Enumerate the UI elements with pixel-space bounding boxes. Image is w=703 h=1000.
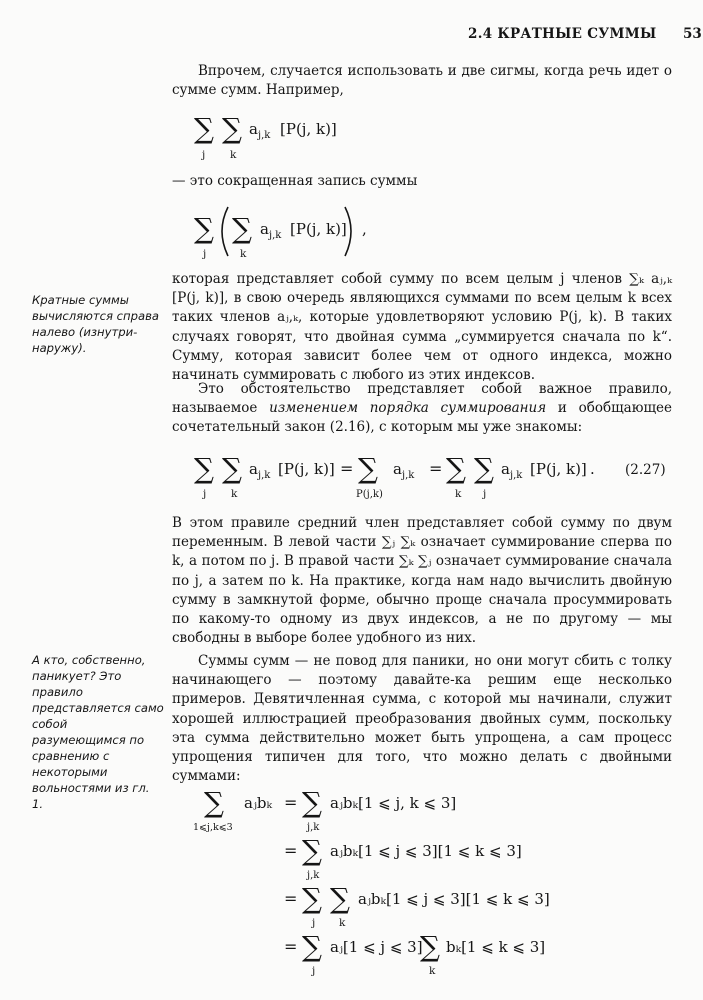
margin-note-1: Кратные суммы вычисляются справа налево (изнутри-наружу). (32, 293, 160, 355)
index-j: j (312, 965, 316, 977)
sigma-j: ∑ (302, 930, 322, 963)
sigma-k: ∑ (330, 882, 350, 915)
left-paren (222, 207, 228, 256)
equation-double-sum (194, 112, 337, 161)
sigma-k: ∑ (420, 930, 440, 963)
sigma-k: ∑ (446, 452, 466, 485)
equation-nested-sum (194, 207, 367, 260)
index-k: k (230, 149, 237, 161)
index-k: k (455, 488, 462, 500)
index-jk: j,k (307, 870, 320, 881)
middle-term-a-subscript: j,k (402, 470, 415, 481)
paragraph-6: Суммы сумм — не повод для паники, но они могут сбить с толку начинающего — поэтому давайте-ка решим еще несколько примеров. Девятичленная сумма, с которой мы начинали, служит хорошей иллюстрацией преобразования двойных сумм, поскольку эта сумма действительно может быть упрощена, а сам процесс упрощения типичен для того, что можно делать с двойными суммами: (172, 653, 672, 785)
paragraph-1: Впрочем, случается использовать и две сигмы, когда речь идет о сумме сумм. Например, (172, 63, 672, 99)
index-k: k (231, 488, 238, 500)
iverson-bracket: [P(j, k)] (278, 460, 335, 478)
term-a: a (249, 460, 258, 478)
lhs-term: aⱼbₖ (244, 794, 272, 812)
index-j: j (203, 248, 207, 260)
sigma-jk: ∑ (302, 834, 322, 867)
sigma-j: ∑ (194, 112, 214, 145)
sigma-k: ∑ (232, 212, 252, 245)
line4-term-b: bₖ[1 ⩽ k ⩽ 3] (446, 938, 546, 956)
index-k: k (339, 917, 346, 929)
index-pjk: P(j,k) (356, 489, 383, 500)
term-a: a (249, 120, 258, 138)
equals-sign: = (429, 459, 443, 478)
index-k: k (240, 248, 247, 260)
term-a: a (260, 220, 269, 238)
sigma-pjk: ∑ (358, 452, 378, 485)
term-a-subscript: j,k (510, 470, 523, 481)
iverson-bracket: [P(j, k)] (290, 220, 347, 238)
emphasis-term: изменением порядка суммирования (269, 400, 547, 417)
sigma-jk: ∑ (302, 786, 322, 819)
line3-term: aⱼbₖ[1 ⩽ j ⩽ 3][1 ⩽ k ⩽ 3] (358, 890, 550, 908)
index-jk: j,k (307, 822, 320, 833)
line2-term: aⱼbₖ[1 ⩽ j ⩽ 3][1 ⩽ k ⩽ 3] (330, 842, 522, 860)
equals-sign: = (284, 793, 298, 812)
equals-sign: = (284, 889, 298, 908)
sigma-j: ∑ (474, 452, 494, 485)
paragraph-3: которая представляет собой сумму по всем целым j членов ∑ₖ aⱼ,ₖ [P(j, k)], в свою очередь являющихся суммами по всем целым k всех таких членов aⱼ,ₖ, которые удовлетворяют условию P(j, k). В таких случаях говорят, что двойная сумма „суммируется сначала по k“. Сумму, которая зависит более чем от одного индекса, можно начинать суммировать с любого из этих индексов. (172, 271, 672, 384)
paragraph-5: В этом правиле средний член представляет собой сумму по двум переменным. В левой части ∑ⱼ ∑ₖ означает суммирование сперва по k, а потом по j. В правой части ∑ₖ ∑ⱼ означает суммирование сначала по j, а затем по k. На практике, когда нам надо вычислить двойную сумму в замкнутой форме, обычно проще сначала просуммировать по какому-то одному из двух индексов, а не по другому — мы свободны в выборе более удобного из них. (172, 515, 672, 647)
index-j: j (483, 488, 487, 500)
margin-note-2: А кто, собственно, паникует? Это правило представляется само собой разумеющимся по сравнению с некоторыми вольностями из гл. 1. (32, 653, 164, 811)
index-j: j (202, 149, 206, 161)
equals-sign: = (284, 841, 298, 860)
equals-sign: = (284, 937, 298, 956)
iverson-bracket: [P(j, k)] (530, 460, 587, 478)
sigma-j: ∑ (194, 452, 214, 485)
line4-term-a: aⱼ[1 ⩽ j ⩽ 3] (330, 938, 423, 956)
index-j: j (312, 917, 316, 929)
index-j: j (203, 488, 207, 500)
term-a-subscript: j,k (269, 230, 282, 241)
line1-term: aⱼbₖ[1 ⩽ j, k ⩽ 3] (330, 794, 457, 812)
paragraph-4: Это обстоятельство представляет собой важное правило, называемое изменением порядка суммирования и обобщающее сочетательный закон (2.16), с которым мы уже знакомы: (172, 381, 672, 436)
equals-sign: = (340, 459, 354, 478)
sigma-j: ∑ (302, 882, 322, 915)
middle-term-a: a (393, 460, 402, 478)
index-k: k (429, 965, 436, 977)
equation-derivation (193, 786, 550, 977)
equation-number: (2.27) (625, 462, 666, 478)
running-header-title: 2.4 КРАТНЫЕ СУММЫ (468, 26, 657, 42)
equation-2-27 (194, 452, 666, 500)
sigma-k: ∑ (222, 112, 242, 145)
sigma-lhs: ∑ (204, 786, 224, 819)
sigma-k: ∑ (222, 452, 242, 485)
index-lhs: 1⩽j,k⩽3 (193, 822, 233, 833)
period: . (590, 460, 595, 478)
iverson-bracket: [P(j, k)] (280, 120, 337, 138)
sigma-j: ∑ (194, 212, 214, 245)
term-a: a (501, 460, 510, 478)
term-a-subscript: j,k (258, 470, 271, 481)
term-a-subscript: j,k (258, 130, 271, 141)
paragraph-2: — это сокращенная запись суммы (172, 173, 418, 189)
page-number: 53 (683, 26, 702, 42)
trailing-comma: , (362, 220, 367, 238)
